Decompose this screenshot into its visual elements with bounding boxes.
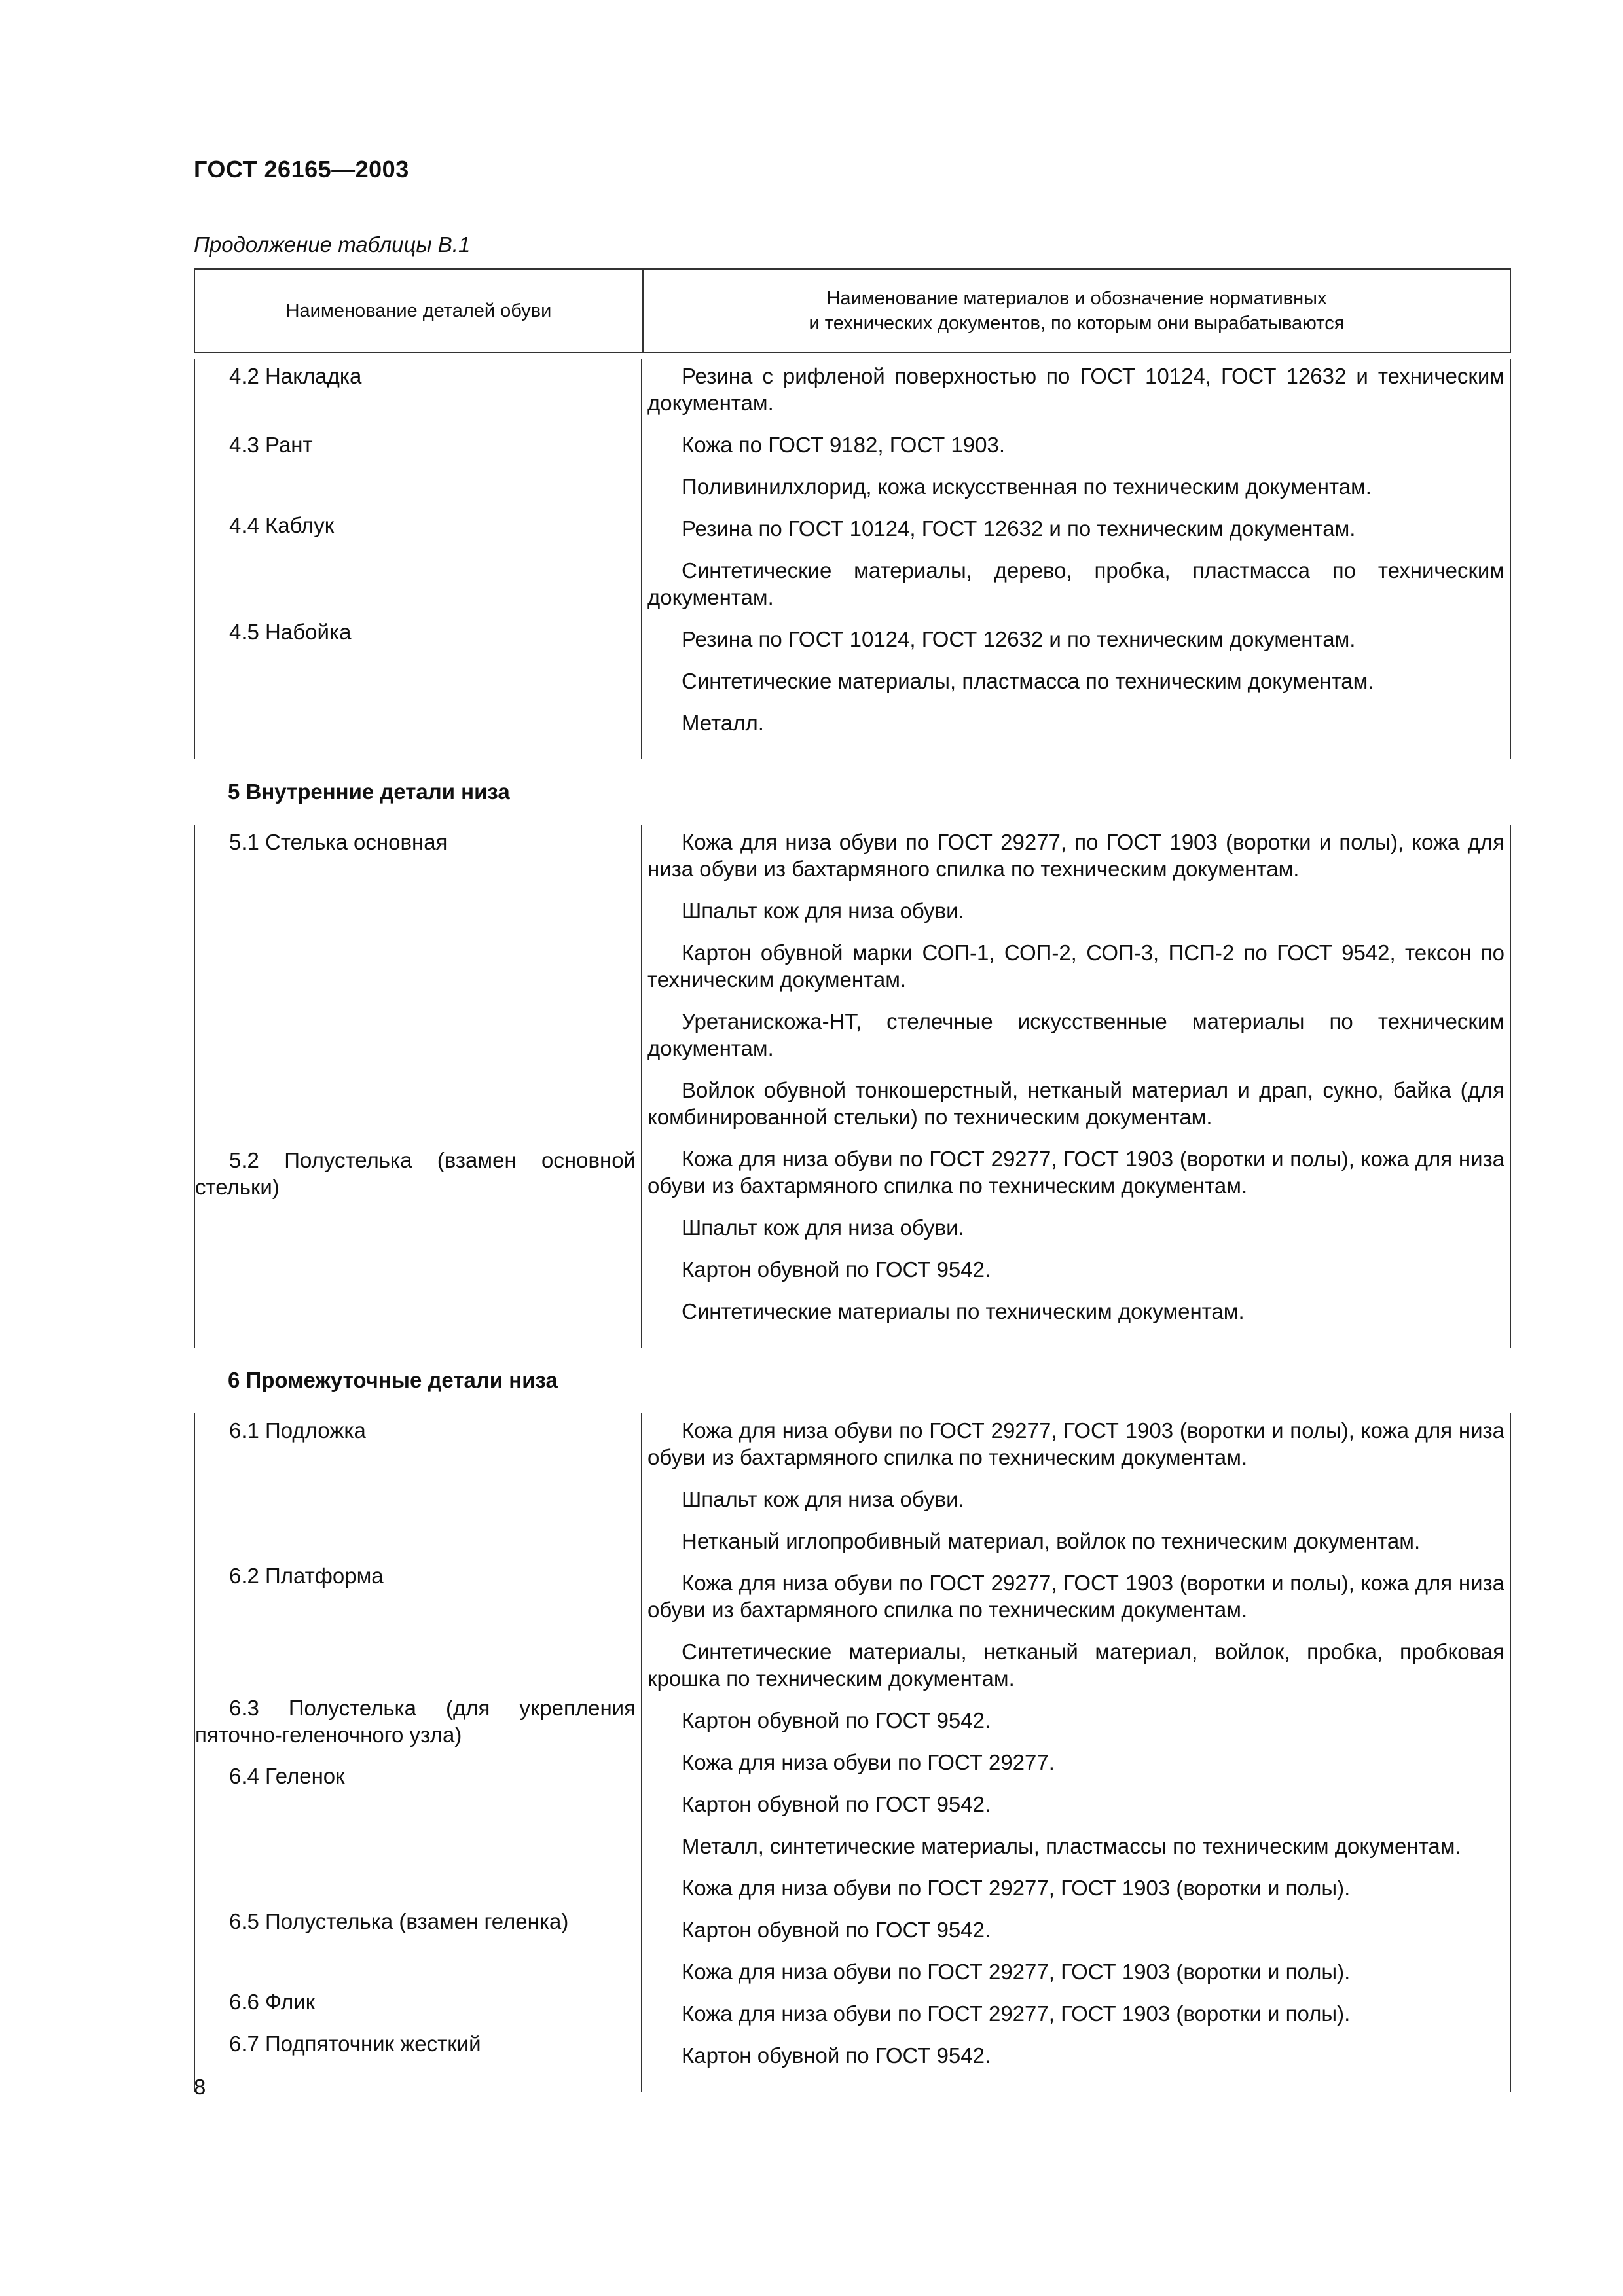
row-4-5-material-c: Металл. xyxy=(682,711,764,735)
row-5-2-material-b: Шпальт кож для низа обуви. xyxy=(682,1215,964,1240)
right-column xyxy=(642,825,1511,1348)
row-5-2-material-c: Картон обувной по ГОСТ 9542. xyxy=(682,1257,991,1282)
row-6-5-material-a: Кожа для низа обуви по ГОСТ 29277, ГОСТ 1903 (воротки и полы). xyxy=(682,1876,1351,1900)
table-caption: Продолжение таблицы В.1 xyxy=(194,232,471,257)
document-header: ГОСТ 26165—2003 xyxy=(194,156,409,183)
row-4-4-material-b: Синтетические материалы, дерево, пробка, пластмасса по техническим документам. xyxy=(647,558,1504,609)
row-4-4-material-a: Резина по ГОСТ 10124, ГОСТ 12632 и по техническим документам. xyxy=(682,516,1356,541)
row-5-1-material-a: Кожа для низа обуви по ГОСТ 29277, по ГОСТ 1903 (воротки и полы), кожа для низа обуви из бахтармяного спилка по техническим документам. xyxy=(647,830,1504,881)
row-4-2-label: 4.2 Накладка xyxy=(229,364,362,388)
row-6-7-material-b: Картон обувной по ГОСТ 9542. xyxy=(682,2043,991,2068)
row-4-5-material-a: Резина по ГОСТ 10124, ГОСТ 12632 и по техническим документам. xyxy=(682,627,1356,651)
row-6-4-material-a: Кожа для низа обуви по ГОСТ 29277. xyxy=(682,1750,1055,1774)
section-heading-5 xyxy=(194,759,1511,825)
row-5-2-material-a: Кожа для низа обуви по ГОСТ 29277, ГОСТ 1903 (воротки и полы), кожа для низа обуви из бахтармяного спилка по техническим документам. xyxy=(647,1147,1504,1198)
row-6-6-material: Кожа для низа обуви по ГОСТ 29277, ГОСТ 1903 (воротки и полы). xyxy=(682,1960,1351,1984)
row-6-2-material-a: Кожа для низа обуви по ГОСТ 29277, ГОСТ 1903 (воротки и полы), кожа для низа обуви из бахтармяного спилка по техническим документам. xyxy=(647,1571,1504,1622)
row-6-5-material-b: Картон обувной по ГОСТ 9542. xyxy=(682,1918,991,1942)
row-6-2-label: 6.2 Платформа xyxy=(229,1564,384,1588)
row-5-2-material-d: Синтетические материалы по техническим документам. xyxy=(682,1299,1245,1323)
row-4-3-label: 4.3 Рант xyxy=(229,433,313,457)
section-6-title: 6 Промежуточные детали низа xyxy=(228,1368,558,1392)
column-header-parts: Наименование деталей обуви xyxy=(195,270,644,352)
row-5-1-material-c: Картон обувной марки СОП-1, СОП-2, СОП-3, ПСП-2 по ГОСТ 9542, тексон по техническим документам. xyxy=(647,941,1504,992)
column-header-materials xyxy=(644,270,1510,352)
row-4-4-label: 4.4 Каблук xyxy=(229,513,335,537)
table-header-row xyxy=(194,268,1511,353)
row-4-3-material-a: Кожа по ГОСТ 9182, ГОСТ 1903. xyxy=(682,433,1006,457)
row-6-1-material-c: Нетканый иглопробивный материал, войлок по техническим документам. xyxy=(682,1529,1421,1553)
row-6-1-label: 6.1 Подложка xyxy=(229,1418,366,1443)
left-column xyxy=(194,825,642,1348)
right-column xyxy=(642,359,1511,759)
row-5-1-material-d: Уретанискожа-НТ, стелечные искусственные материалы по техническим документам. xyxy=(647,1009,1504,1060)
row-4-2-material: Резина с рифленой поверхностью по ГОСТ 10124, ГОСТ 12632 и техническим документам. xyxy=(647,364,1504,415)
row-5-1-material-b: Шпальт кож для низа обуви. xyxy=(682,899,964,923)
row-6-4-material-b: Картон обувной по ГОСТ 9542. xyxy=(682,1792,991,1816)
row-6-3-material: Картон обувной по ГОСТ 9542. xyxy=(682,1708,991,1732)
column-header-materials-line1: Наименование материалов и обозначение нормативных xyxy=(826,288,1327,309)
row-4-5-label: 4.5 Набойка xyxy=(229,620,352,644)
table-group-6 xyxy=(194,1413,1511,2092)
column-header-materials-line2: и технических документов, по которым они вырабатываются xyxy=(809,313,1345,334)
table-group-5 xyxy=(194,825,1511,1348)
row-6-7-label: 6.7 Подпяточник жесткий xyxy=(229,2032,481,2056)
left-column xyxy=(194,359,642,759)
row-5-1-label: 5.1 Стелька основная xyxy=(229,830,448,854)
row-4-5-material-b: Синтетические материалы, пластмасса по техническим документам. xyxy=(682,669,1374,693)
row-6-4-label: 6.4 Геленок xyxy=(229,1764,345,1788)
row-5-1-material-e: Войлок обувной тонкошерстный, нетканый материал и драп, сукно, байка (для комбинированной стельки) по техническим документам. xyxy=(647,1078,1504,1129)
left-column xyxy=(194,1413,642,2092)
row-4-3-material-b: Поливинилхлорид, кожа искусственная по техническим документам. xyxy=(682,475,1372,499)
table-group-4 xyxy=(194,353,1511,759)
row-6-7-material-a: Кожа для низа обуви по ГОСТ 29277, ГОСТ 1903 (воротки и полы). xyxy=(682,2001,1351,2026)
row-6-3-label: 6.3 Полустелька (для укрепления пяточно-геленочного узла) xyxy=(195,1696,636,1747)
row-6-2-material-b: Синтетические материалы, нетканый материал, войлок, пробка, пробковая крошка по техническим документам. xyxy=(647,1640,1504,1691)
right-column xyxy=(642,1413,1511,2092)
row-5-2-label: 5.2 Полустелька (взамен основной стельки) xyxy=(195,1148,636,1199)
materials-table xyxy=(194,268,1511,2092)
row-6-1-material-b: Шпальт кож для низа обуви. xyxy=(682,1487,964,1511)
row-6-5-label: 6.5 Полустелька (взамен геленка) xyxy=(229,1909,569,1933)
row-6-4-material-c: Металл, синтетические материалы, пластмассы по техническим документам. xyxy=(682,1834,1461,1858)
section-heading-6 xyxy=(194,1348,1511,1413)
row-6-1-material-a: Кожа для низа обуви по ГОСТ 29277, ГОСТ 1903 (воротки и полы), кожа для низа обуви из бахтармяного спилка по техническим документам. xyxy=(647,1418,1504,1469)
section-5-title: 5 Внутренние детали низа xyxy=(228,780,510,804)
page-number: 8 xyxy=(194,2075,206,2099)
row-6-6-label: 6.6 Флик xyxy=(229,1990,316,2014)
